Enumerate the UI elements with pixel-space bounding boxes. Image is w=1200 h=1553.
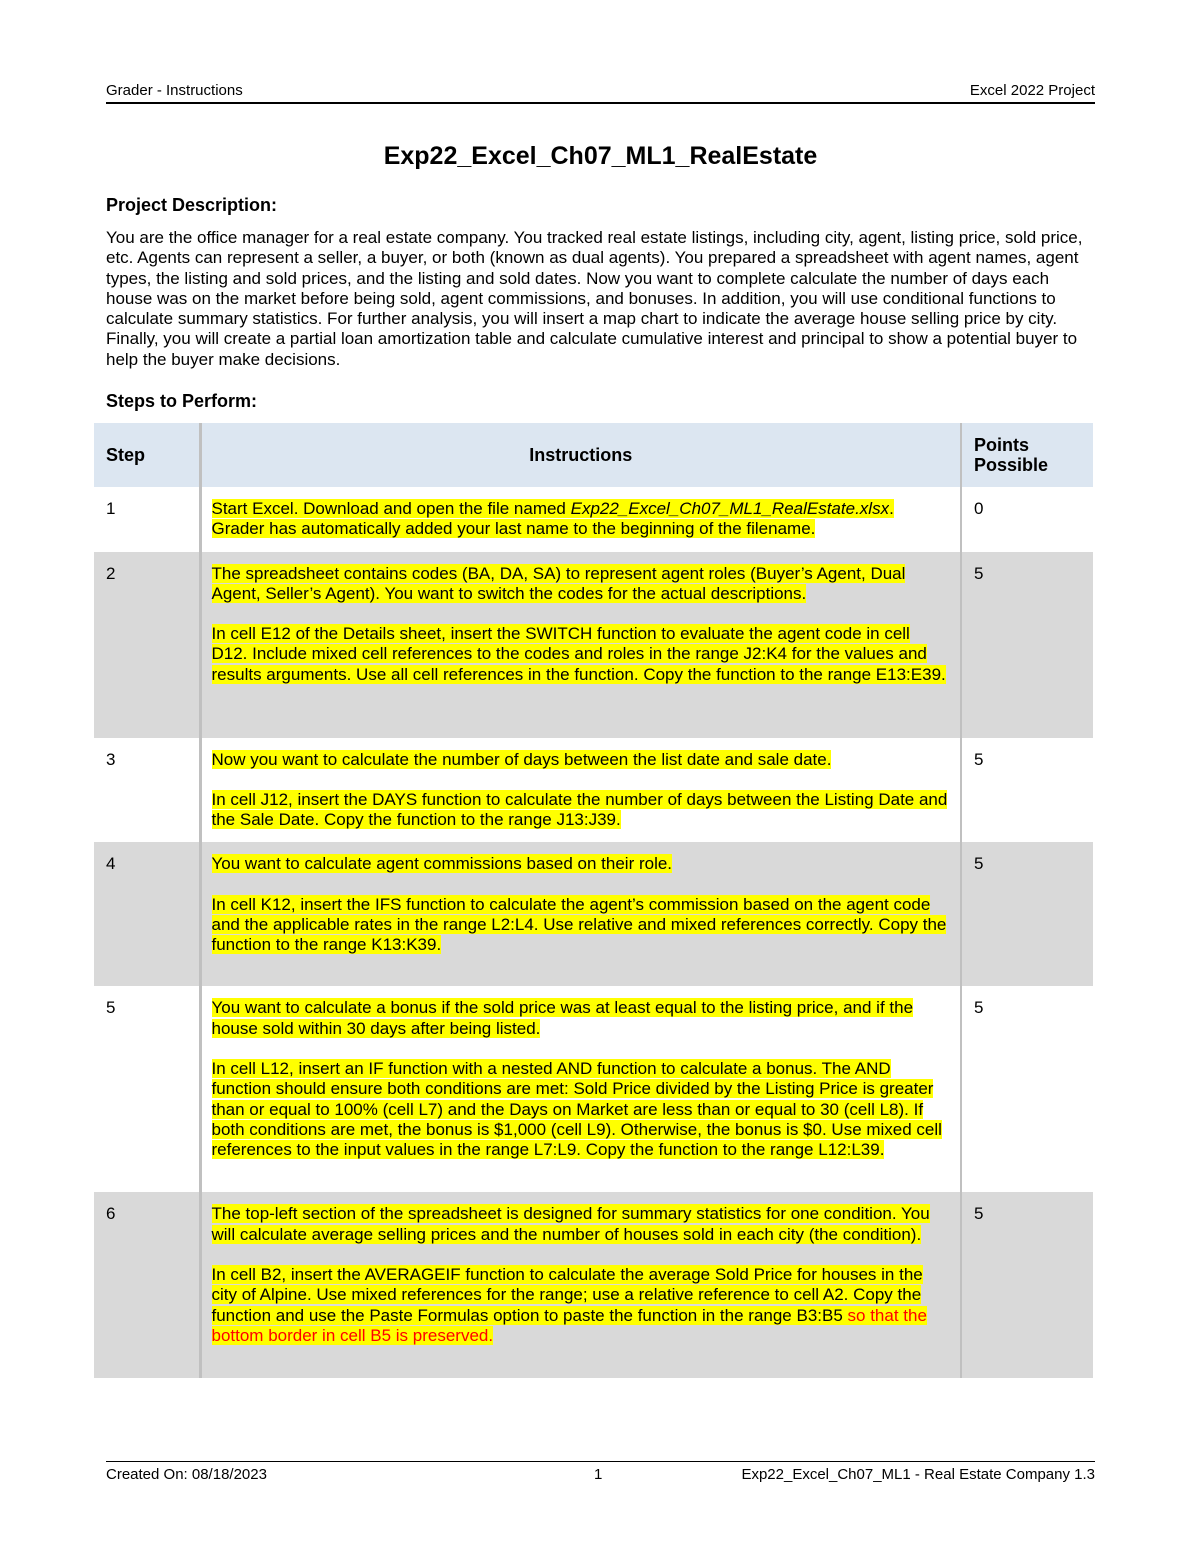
header-points: Points Possible	[961, 423, 1093, 487]
instruction-text: Start Excel. Download and open the file named	[211, 499, 571, 518]
instruction-text: The top-left section of the spreadsheet is designed for summary statistics for one condition. You will calculate average selling prices and the number of houses sold in each city (the condition).	[211, 1204, 930, 1244]
step-points: 5	[974, 749, 984, 769]
step-points: 5	[974, 998, 984, 1018]
instruction-text: Now you want to calculate the number of days between the list date and sale date.	[211, 749, 832, 769]
step-instructions	[200, 1192, 961, 1378]
instruction-red-text: so that the bottom border in cell B5 is preserved.	[211, 1305, 927, 1345]
page-header	[106, 82, 1095, 104]
header-right-text: Excel 2022 Project	[969, 82, 1095, 99]
header-step: Step	[94, 423, 200, 487]
step-number: 1	[94, 487, 200, 552]
footer-created-on: Created On: 08/18/2023	[106, 1466, 267, 1483]
instruction-text: The spreadsheet contains codes (BA, DA, SA) to represent agent roles (Buyer’s Agent, Dual Agent, Seller’s Agent). You want to switch the codes for the actual descriptions.	[211, 563, 906, 603]
step-instructions	[200, 842, 961, 986]
step-points: 5	[961, 842, 1093, 986]
step-number: 5	[94, 986, 200, 1192]
step-number: 2	[94, 552, 200, 738]
table-row	[94, 552, 1093, 738]
instruction-text: In cell B2, insert the AVERAGEIF function to calculate the average Sold Price for houses in the city of Alpine. Use mixed references for the range; use a relative reference to cell A2. Copy the function and use the Paste Formulas option to paste the function in the range B3:B5	[211, 1265, 923, 1325]
step-points: 5	[961, 552, 1093, 738]
step-instructions	[200, 738, 961, 843]
instruction-text: In cell E12 of the Details sheet, insert the SWITCH function to evaluate the agent code in cell D12. Include mixed cell references to the codes and roles in the range J2:K4 for the values and results arguments. Use all cell references in the function. Copy the function to the range E13:E39.	[211, 624, 946, 684]
step-number: 6	[94, 1192, 200, 1378]
step-points: 5	[961, 1192, 1093, 1378]
step-points: 0	[974, 499, 984, 518]
step-instructions	[200, 986, 961, 1192]
document-title: Exp22_Excel_Ch07_ML1_RealEstate	[383, 142, 818, 170]
instruction-text: . Grader has automatically added your last name to the beginning of the filename.	[211, 499, 894, 539]
header-instructions: Instructions	[200, 423, 961, 487]
table-row	[94, 1192, 1093, 1378]
steps-table	[94, 423, 1093, 1378]
instruction-text: You want to calculate a bonus if the sold price was at least equal to the listing price, and if the house sold within 30 days after being listed.	[211, 998, 914, 1038]
instruction-text: In cell K12, insert the IFS function to calculate the agent’s commission based on the agent code and the applicable rates in the range L2:L4. Use relative and mixed references correctly. Copy the function to the range K13:K39.	[211, 894, 947, 955]
header-left-text: Grader - Instructions	[106, 82, 243, 99]
table-row	[94, 487, 1093, 552]
step-instructions	[200, 552, 961, 738]
instruction-text: In cell J12, insert the DAYS function to calculate the number of days between the Listing Date and the Sale Date. Copy the function to the range J13:J39.	[211, 789, 948, 830]
table-row	[94, 986, 1093, 1192]
table-row	[94, 738, 1093, 843]
instruction-text: In cell L12, insert an IF function with a nested AND function to calculate a bonus. The AND function should ensure both conditions are met: Sold Price divided by the Listing Price is greater than or equal to 100% (cell L7) and the Days on Market are less than or equal to 30 (cell L8). If both conditions are met, the bonus is $1,000 (cell L9). Otherwise, the bonus is $0. Use mixed cell references to the input values in the range L7:L9. Copy the function to the range L12:L39.	[211, 1059, 942, 1160]
table-row	[94, 842, 1093, 986]
footer-document-id: Exp22_Excel_Ch07_ML1 - Real Estate Company 1.3	[741, 1466, 1095, 1483]
steps-heading: Steps to Perform:	[106, 391, 258, 411]
table-header-row	[94, 423, 1093, 487]
page-footer	[106, 1461, 1095, 1486]
step-number: 4	[94, 842, 200, 986]
project-description-heading: Project Description:	[106, 195, 278, 215]
instruction-text: You want to calculate agent commissions based on their role.	[211, 854, 673, 874]
footer-page-number: 1	[594, 1466, 603, 1483]
step-number: 3	[94, 738, 200, 843]
project-description-text: You are the office manager for a real estate company. You tracked real estate listings, including city, agent, listing price, sold price, etc. Agents can represent a seller, a buyer, or both (known as dual agents). You prepared a spreadsheet with agent names, agent types, the listing and sold prices, and the listing and sold dates. Now you want to complete calculate the number of days each house was on the market before being sold, agent commissions, and bonuses. In addition, you will use conditional functions to calculate summary statistics. For further analysis, you will insert a map chart to indicate the average house selling price by city. Finally, you will create a partial loan amortization table and calculate cumulative interest and principal to show a potential buyer to help the buyer make decisions.	[106, 228, 1083, 369]
step-instructions	[200, 487, 961, 552]
file-name: Exp22_Excel_Ch07_ML1_RealEstate.xlsx	[570, 499, 890, 518]
